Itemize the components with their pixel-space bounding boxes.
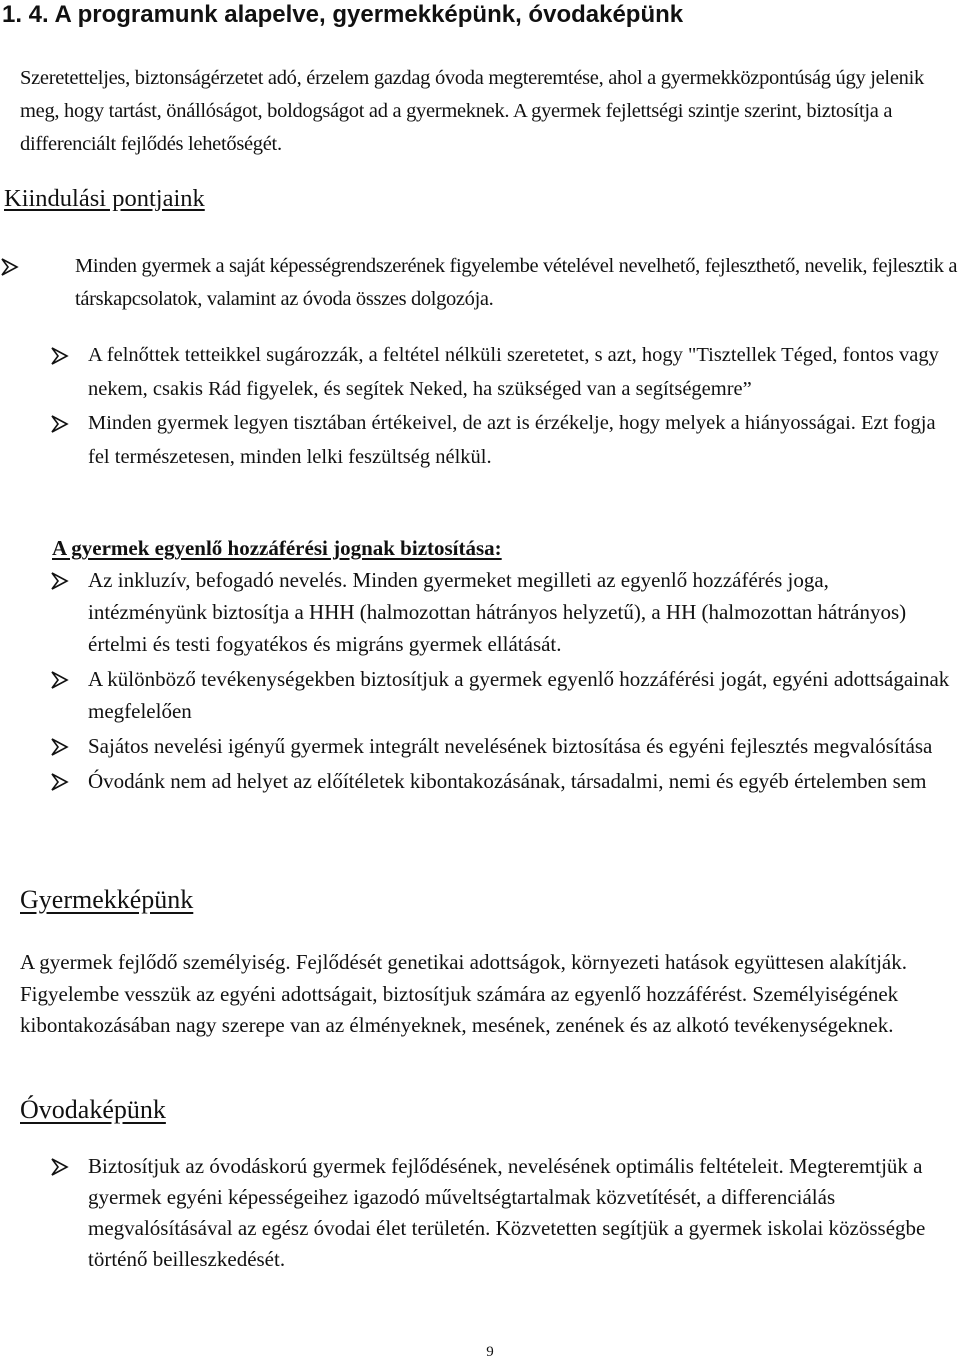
arrowhead-bullet-icon (0, 257, 20, 277)
list-item (50, 663, 950, 727)
list-item-text: Minden gyermek legyen tisztában értékeivel, de azt is érzékelje, hogy melyek a hiányosságai. Ezt fogja fel természetesen, minden lelki feszültség nélkül. (88, 412, 936, 468)
list-item-text: Óvodánk nem ad helyet az előítéletek kibontakozásának, társadalmi, nemi és egyéb értelemben sem (88, 769, 927, 793)
list-item (0, 250, 958, 316)
list-item-text: A különböző tevékenységekben biztosítjuk a gyermek egyenlő hozzáférési jogát, egyéni adottságainak megfelelően (88, 667, 950, 723)
list-item-text: A felnőttek tetteikkel sugározzák, a feltétel nélküli szeretetet, s azt, hogy "Tisztellek Téged, fontos vagy nekem, csakis Rád figyelek, és segítek Neked, ha szükséged van a segítségemre” (88, 344, 939, 400)
list-item-text: Minden gyermek a saját képességrendszerének figyelembe vételével nevelhető, fejleszthető, nevelik, fejlesztik a társkapcsolatok, valamint az óvoda összes dolgozója. (75, 255, 958, 310)
arrowhead-bullet-icon (50, 737, 70, 757)
egyenlo-list (50, 564, 950, 797)
list-item (50, 1151, 950, 1275)
arrowhead-bullet-icon (50, 346, 70, 366)
arrowhead-bullet-icon (50, 1157, 70, 1177)
list-item (50, 406, 950, 474)
section-heading: 1. 4. A programunk alapelve, gyermekképünk, óvodaképünk (2, 1, 684, 28)
list-item-text: Biztosítjuk az óvodáskorú gyermek fejlődésének, nevelésének optimális feltételeit. Megteremtjük a gyermek egyéni képességeihez igazodó műveltségtartalmak közvetítését, a differenciálás megvalósításával az egész óvodai élet területén. Közvetetten segítjük a gyermek iskolai közösségbe történő beilleszkedését. (88, 1154, 926, 1271)
arrowhead-bullet-icon (50, 670, 70, 690)
list-item-text: Sajátos nevelési igényű gyermek integrált nevelésének biztosítása és egyéni fejlesztés megvalósítása (88, 734, 933, 758)
arrowhead-bullet-icon (50, 571, 70, 591)
arrowhead-bullet-icon (50, 414, 70, 434)
list-item (50, 765, 950, 797)
page-number: 9 (486, 1344, 494, 1360)
list-item (50, 564, 950, 660)
kiindulasi-heading: Kiindulási pontjaink (4, 185, 205, 212)
kiindulasi-list (50, 338, 950, 474)
egyenlo-heading: A gyermek egyenlő hozzáférési jognak biztosítása: (52, 536, 502, 560)
gyermekkep-paragraph: A gyermek fejlődő személyiség. Fejlődését genetikai adottságok, környezeti hatások együttesen alakítják. Figyelembe vesszük az egyéni adottságait, biztosítjuk számára az egyenlő hozzáférést. Személyiségének kibontakozásában nagy szerepe van az élményeknek, mesének, zenének és az alkotó tevékenységeknek. (20, 950, 907, 1037)
arrowhead-bullet-icon (50, 772, 70, 792)
list-item-text: Az inkluzív, befogadó nevelés. Minden gyermeket megilleti az egyenlő hozzáférés joga, intézményünk biztosítja a HHH (halmozottan hátrányos helyzetű), a HH (halmozottan hátrányos) értelmi és testi fogyatékos és migráns gyermek ellátását. (88, 568, 907, 656)
gyermekkep-heading: Gyermekképünk (20, 885, 194, 914)
intro-paragraph: Szeretetteljes, biztonságérzetet adó, érzelem gazdag óvoda megteremtése, ahol a gyermekközpontúság úgy jelenik meg, hogy tartást, önállóságot, boldogságot ad a gyermeknek. A gyermek fejlettségi szintje szerint, biztosítja a differenciált fejlődés lehetőségét. (20, 67, 924, 155)
ovodakep-heading: Óvodaképünk (20, 1095, 166, 1124)
list-item (50, 338, 950, 406)
list-item (50, 730, 950, 762)
